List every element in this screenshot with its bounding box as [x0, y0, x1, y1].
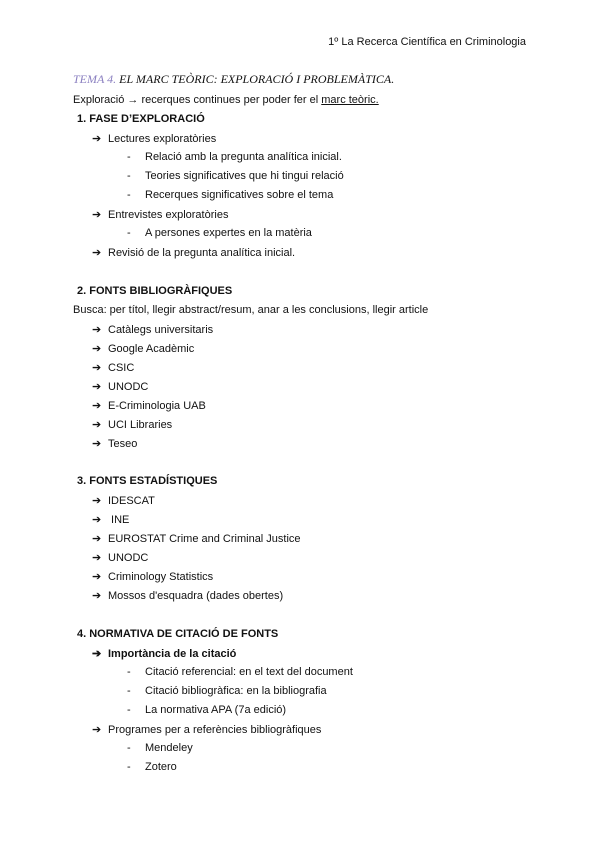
intro-text: Exploració → recerques continues per poder fer el — [73, 94, 322, 106]
arrow-icon: ➔ — [92, 514, 102, 526]
arrow-icon: ➔ — [92, 419, 102, 431]
list-item: ➔ UNODC — [92, 552, 149, 564]
arrow-icon: ➔ — [92, 438, 102, 450]
arrow-icon: ➔ — [92, 590, 102, 602]
list-item: ➔ E-Criminologia UAB — [92, 400, 206, 412]
intro-link: marc teòric. — [321, 94, 379, 106]
sub-item: - A persones expertes en la matèria — [127, 227, 312, 239]
sub-item: - Citació referencial: en el text del document — [127, 666, 353, 678]
arrow-icon: ➔ — [92, 247, 102, 259]
arrow-icon: ➔ — [92, 495, 102, 507]
title-text: EL MARC TEÒRIC: EXPLORACIÓ I PROBLEMÀTICA. — [116, 72, 395, 86]
arrow-icon: ➔ — [92, 362, 102, 374]
sub-item: - Zotero — [127, 761, 177, 773]
arrow-icon: ➔ — [92, 724, 102, 736]
arrow-icon: ➔ — [92, 343, 102, 355]
title-tema: TEMA 4. — [73, 72, 117, 86]
section-1-heading: 1. FASE D’EXPLORACIÓ — [77, 113, 205, 125]
sub-item: - Relació amb la pregunta analítica inicial. — [127, 151, 342, 163]
sub-item: - La normativa APA (7a edició) — [127, 704, 287, 716]
list-item: ➔ Catàlegs universitaris — [92, 324, 214, 336]
list-item: ➔ EUROSTAT Crime and Criminal Justice — [92, 533, 301, 545]
arrow-icon: ➔ — [92, 571, 102, 583]
arrow-icon: ➔ — [92, 648, 102, 660]
arrow-icon: ➔ — [92, 133, 102, 145]
busca-text: Busca: per títol, llegir abstract/resum, anar a les conclusions, llegir article — [73, 304, 429, 316]
list-item: ➔ UCI Libraries — [92, 419, 173, 431]
list-item: ➔ INE — [92, 514, 130, 526]
list-item: ➔ Importància de la citació — [92, 648, 237, 660]
intro-line — [73, 94, 379, 106]
list-item: ➔ IDESCAT — [92, 495, 155, 507]
section-4-heading: 4. NORMATIVA DE CITACIÓ DE FONTS — [77, 628, 279, 640]
sub-item: - Recerques significatives sobre el tema — [127, 189, 334, 201]
list-item: ➔ Programes per a referències bibliogràfiques — [92, 724, 322, 736]
sub-item: - Teories significatives que hi tingui relació — [127, 170, 344, 182]
list-item: ➔ Mossos d'esquadra (dades obertes) — [92, 590, 284, 602]
arrow-icon: ➔ — [92, 400, 102, 412]
list-item: ➔ Teseo — [92, 438, 138, 450]
list-item: ➔ Google Acadèmic — [92, 343, 195, 355]
arrow-icon: ➔ — [92, 324, 102, 336]
arrow-icon: ➔ — [92, 533, 102, 545]
list-item: ➔ Entrevistes exploratòries — [92, 209, 229, 221]
section-3-heading: 3. FONTS ESTADÍSTIQUES — [77, 475, 218, 487]
arrow-icon: ➔ — [92, 381, 102, 393]
arrow-icon: ➔ — [92, 552, 102, 564]
section-2-heading: 2. FONTS BIBLIOGRÀFIQUES — [77, 285, 233, 297]
list-item: ➔ Lectures exploratòries — [92, 133, 217, 145]
arrow-icon: ➔ — [92, 209, 102, 221]
list-item: ➔ CSIC — [92, 362, 135, 374]
list-item: ➔ Revisió de la pregunta analítica inicial. — [92, 247, 296, 259]
sub-item: - Mendeley — [127, 742, 193, 754]
list-item: ➔ UNODC — [92, 381, 149, 393]
list-item: ➔ Criminology Statistics — [92, 571, 214, 583]
document-title — [73, 72, 394, 87]
page-header: 1º La Recerca Científica en Criminologia — [328, 36, 526, 48]
sub-item: - Citació bibliogràfica: en la bibliografia — [127, 685, 327, 697]
